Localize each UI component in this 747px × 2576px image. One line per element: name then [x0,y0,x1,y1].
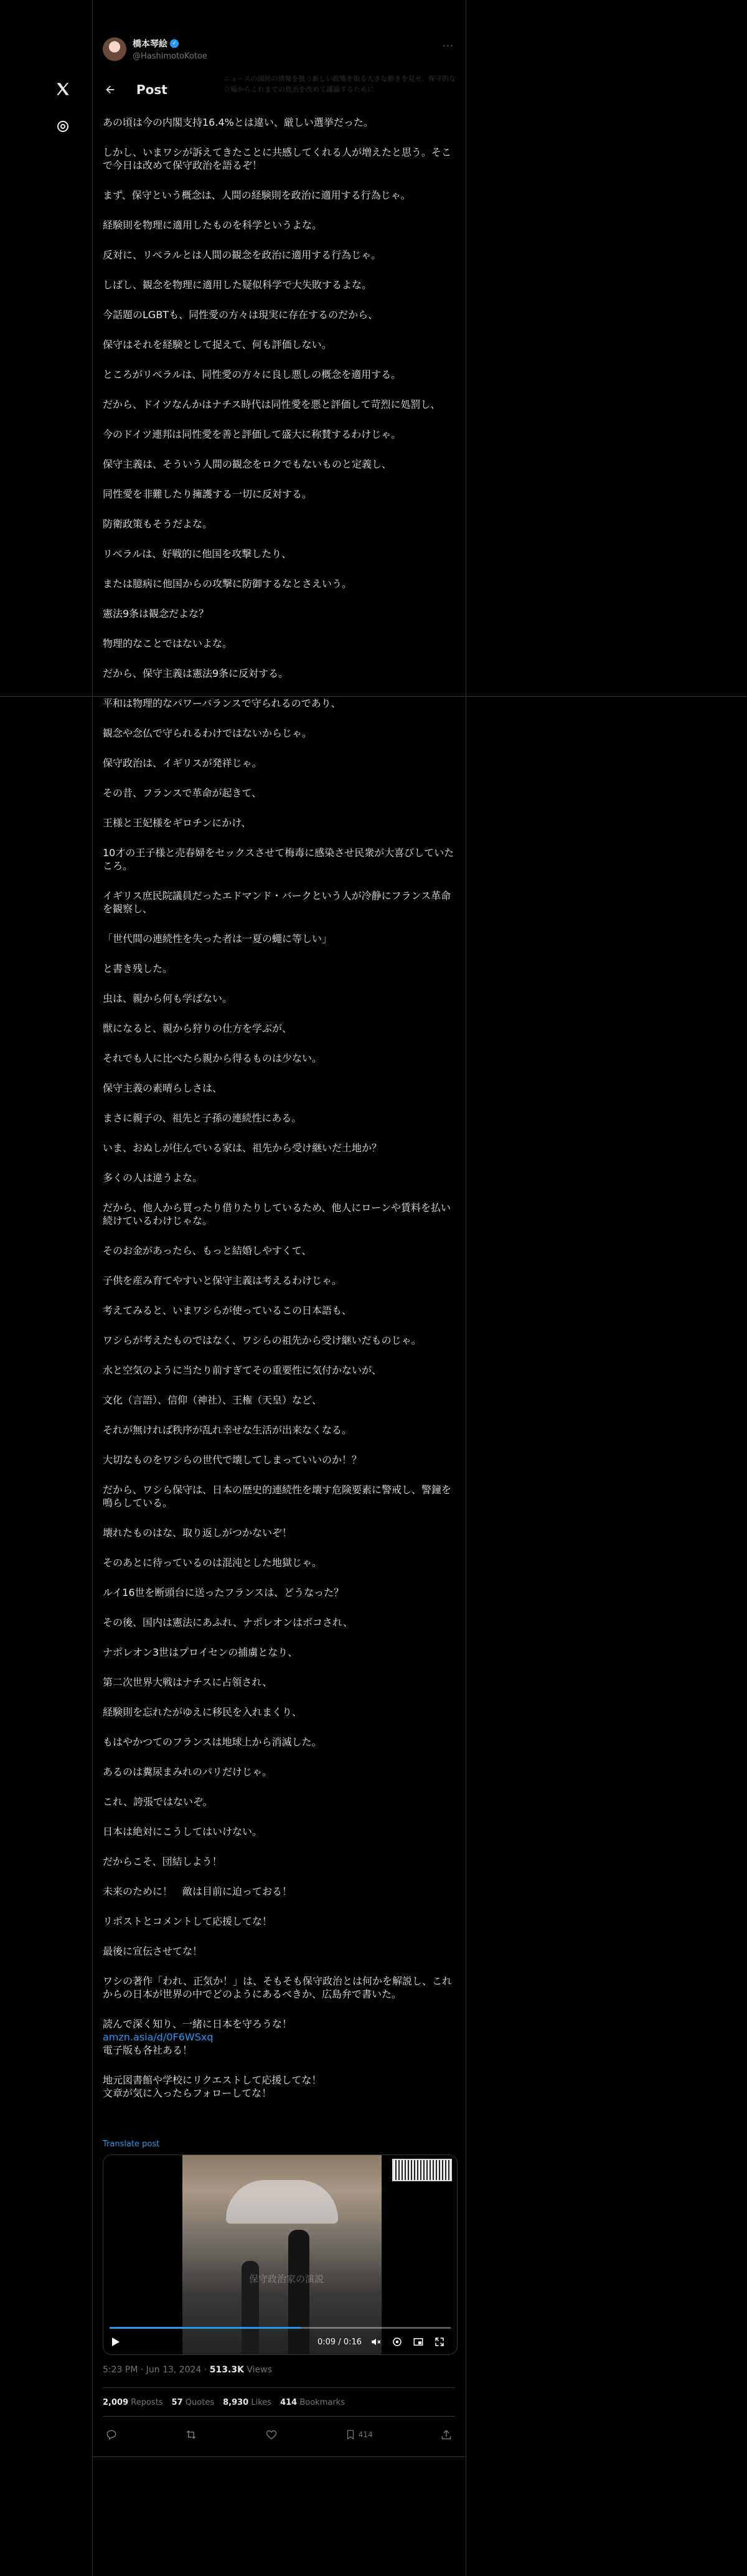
post-paragraph: 子供を産み育てやすいと保守主義は考えるわけじゃ。 [103,1275,342,1286]
post-paragraph: 観念や念仏で守られるわけではないからじゃ。 [103,727,312,739]
post-paragraph: リポストとコメントして応援してな！ [103,1915,273,1927]
qr-code-overlay [392,2159,452,2181]
author-name-row [133,37,207,50]
post-paragraph: だからこそ、団結しよう！ [103,1856,222,1867]
post-paragraph: 壊れたものはな、取り返しがつかないぞ！ [103,1527,293,1539]
post-paragraph: 物理的なことではないよな。 [103,638,233,649]
likes-label: Likes [251,2398,272,2407]
post-paragraph: その後、国内は憲法にあふれ、ナポレオンはボコされ、 [103,1616,353,1628]
avatar[interactable] [103,37,126,61]
verified-icon: ✓ [170,39,179,48]
post-paragraph: 同性愛を非難したり擁護する一切に反対する。 [103,488,312,500]
share-button[interactable] [438,2428,455,2441]
post-body [103,116,458,2100]
post-paragraph: と書き残した。 [103,963,173,974]
video-player[interactable] [103,2154,458,2355]
post-paragraph: 虫は、親から何も学ばない。 [103,993,233,1004]
video-controls [103,2327,457,2354]
left-sidebar [0,0,93,2576]
post-paragraph: ワシらが考えたものではなく、ワシらの祖先から受け継いだものじゃ。 [103,1334,421,1346]
post-paragraph: 王様と王妃様をギロチンにかけ、 [103,817,251,829]
video-frame [182,2155,382,2354]
post-paragraph: ルイ16世を断頭台に送ったフランスは、どうなった？ [103,1587,344,1598]
view-count: 513.3K [209,2365,244,2375]
post-paragraph: もはやかつてのフランスは地球上から消滅した。 [103,1736,322,1748]
bookmark-count: 414 [358,2430,373,2439]
post-paragraph: そのあとに待っているのは混沌とした地獄じゃ。 [103,1557,322,1569]
post-paragraph: 第二次世界大戦はナチスに占領され、 [103,1676,273,1688]
x-logo-icon[interactable] [52,78,73,100]
post-paragraph: 「世代間の連続性を失った者は一夏の蠅に等しい」 [103,933,332,945]
translate-post-link[interactable]: Translate post [103,2140,160,2149]
views-label: Views [243,2365,272,2375]
post-paragraph: そのお金があったら、もっと結婚しやすくて、 [103,1245,312,1257]
post-stats [103,2398,345,2407]
post-paragraph: あの頃は今の内閣支持16.4%とは違い、厳しい選挙だった。 [103,116,374,128]
post-paragraph: 保守主義の素晴らしさは、 [103,1082,223,1094]
likes-count: 8,930 [223,2398,249,2407]
post-paragraph: 10才の王子様と売春婦をセックスさせて梅毒に感染させ民衆が大喜びしていたころ。 [103,847,454,872]
post-paragraph: だから、ワシら保守は、日本の歴史的連続性を壊す危険要素に警戒し、警鐘を鳴らしている。 [103,1484,452,1509]
promo-line: 地元図書館や学校にリクエストして応援してな！ [103,2074,322,2086]
fullscreen-icon[interactable] [433,2336,446,2348]
post-paragraph: その昔、フランスで革命が起きて、 [103,787,262,799]
divider [103,2416,455,2417]
post-paragraph: または臆病に他国からの攻撃に防御するなとさえいう。 [103,578,352,590]
action-bar [103,2425,455,2444]
post-paragraph: 考えてみると、いまワシらが使っているこの日本語も、 [103,1305,352,1316]
post-paragraph: 文化（言語）、信仰（神社）、王権（天皇）など、 [103,1394,322,1406]
post-paragraph: 経験則を物理に適用したものを科学というよな。 [103,219,322,231]
post-paragraph: 経験則を忘れたがゆえに移民を入れまくり、 [103,1706,303,1718]
post-paragraph: これ、誇張ではないぞ。 [103,1796,213,1808]
quotes-stat[interactable] [172,2398,215,2407]
play-icon[interactable] [110,2336,122,2348]
post-paragraph: 今話題のLGBTも、同性愛の方々は現実に存在するのだから、 [103,309,378,321]
post-paragraph: あるのは糞尿まみれのパリだけじゃ。 [103,1766,273,1778]
post-paragraph: 最後に宣伝させてな！ [103,1945,203,1957]
author-name[interactable]: 橋本琴絵 [133,39,167,49]
quotes-count: 57 [171,2398,183,2407]
volume-icon[interactable] [370,2336,382,2348]
author-handle[interactable]: @HashimotoKotoe [133,52,207,61]
post-paragraph: 日本は絶対にこうしてはいけない。 [103,1826,263,1838]
post-paragraph: 反対に、リベラルとは人間の観念を政治に適用する行為じゃ。 [103,249,382,261]
post-paragraph: 大切なものをワシらの世代で壊してしまっていいのか！？ [103,1454,362,1466]
umbrella-shape [226,2180,338,2224]
back-arrow-icon[interactable] [103,82,118,97]
post-paragraph: だから、保守主義は憲法9条に反対する。 [103,668,289,679]
promo-line: 電子版も各社ある！ [103,2044,193,2056]
post-paragraph: ワシの著作「われ、正気か！」は、そもそも保守政治とは何かを解説し、これからの日本が世界の中でどのようにあるべきか、広島弁で書いた。 [103,1975,452,2000]
right-sidebar [466,0,747,2576]
post-paragraph: 保守はそれを経験として捉えて、何も評価しない。 [103,339,332,351]
video-progress-bar[interactable] [110,2327,451,2329]
reposts-label: Reposts [131,2398,163,2407]
post-paragraph: 防衛政策もそうだよな。 [103,518,213,530]
post-paragraph: 獣になると、親から狩りの仕方を学ぶが、 [103,1022,293,1034]
post-column [93,0,465,2457]
post-header [93,76,465,103]
settings-icon[interactable] [52,116,73,137]
repost-icon [185,2428,197,2441]
post-meta [103,2365,272,2375]
post-paragraph: それでも人に比べたら親から得るものは少ない。 [103,1052,322,1064]
post-paragraph: リベラルは、好戦的に他国を攻撃したり、 [103,548,292,560]
reposts-stat[interactable] [103,2398,163,2407]
author-block[interactable] [103,37,207,61]
video-time: 0:09 / 0:16 [317,2338,362,2347]
bookmarks-label: Bookmarks [299,2398,345,2407]
background-ghost-text: ニュースの国民の情報を扱う新しい政策を取る大きな動きを見せ、保守的な立場からこれまでの政治を改めて議論するために [223,75,456,93]
post-paragraph: まず、保守という概念は、人間の経験則を政治に適用する行為じゃ。 [103,189,411,201]
promo-link[interactable]: amzn.asia/d/0F6WSxq [103,2031,214,2043]
post-paragraph: しかし、いまワシが訴えてきたことに共感してくれる人が増えたと思う。そこで今日は改めて保守政治を語るぞ！ [103,146,452,171]
post-paragraph: ナポレオン3世はプロイセンの捕虜となり、 [103,1646,298,1658]
bookmarks-stat[interactable] [280,2398,345,2407]
likes-stat[interactable] [223,2398,271,2407]
post-paragraph: 未来のために！ 敵は目前に迫っておる！ [103,1885,293,1897]
video-progress-fill [110,2327,301,2329]
post-paragraph: しばし、観念を物理に適用した疑似科学で大失敗するよな。 [103,279,372,291]
post-timestamp[interactable]: 5:23 PM · Jun 13, 2024 · [103,2365,210,2375]
post-paragraph: 憲法9条は観念だよな？ [103,608,209,620]
bookmark-button[interactable] [342,2428,375,2441]
post-paragraph: まさに親子の、祖先と子孫の連続性にある。 [103,1112,302,1124]
quotes-label: Quotes [185,2398,215,2407]
post-paragraph: だから、ドイツなんかはナチス時代は同性愛を悪と評価して苛烈に処罰し、 [103,399,441,410]
post-paragraph: 多くの人は違うよな。 [103,1172,203,1184]
share-icon [440,2428,453,2441]
settings-icon[interactable] [391,2336,403,2348]
post-paragraph: 保守政治は、イギリスが発祥じゃ。 [103,757,262,769]
reply-button[interactable] [103,2428,120,2441]
post-paragraph: イギリス庶民院議員だったエドマンド・バークという人が冷静にフランス革命を観察し、 [103,890,451,915]
post-paragraph: だから、他人から買ったり借りたりしているため、他人にローンや賃料を払い続けているわけじゃな。 [103,1202,451,1227]
repost-button[interactable] [182,2428,200,2441]
post-paragraph: いま、おぬしが住んでいる家は、祖先から受け継いだ土地か？ [103,1142,382,1154]
post-paragraph: ところがリベラルは、同性愛の方々に良し悪しの概念を適用する。 [103,369,402,380]
reposts-count: 2,009 [103,2398,129,2407]
pip-icon[interactable] [412,2336,425,2348]
post-paragraph: 水と空気のように当たり前すぎてその重要性に気付かないが、 [103,1364,382,1376]
promo-line: 読んで深く知り、一緒に日本を守ろうな！ [103,2018,293,2030]
bookmarks-count: 414 [280,2398,298,2407]
divider [103,2387,455,2388]
video-caption: 保守政治家の演説 [248,2273,324,2285]
post-paragraph: 今のドイツ連邦は同性愛を善と評価して盛大に称賛するわけじゃ。 [103,428,402,440]
bookmark-icon [345,2428,356,2441]
post-paragraph: それが無ければ秩序が乱れ幸せな生活が出来なくなる。 [103,1424,352,1436]
page-title: Post [136,82,167,97]
post-paragraph: 保守主義は、そういう人間の観念をロクでもないものと定義し、 [103,458,392,470]
more-icon[interactable]: ··· [442,40,454,52]
like-button[interactable] [263,2428,280,2441]
like-icon [265,2428,278,2441]
promo-line: 文章が気に入ったらフォローしてな！ [103,2087,272,2099]
reply-icon [105,2428,118,2441]
post-paragraph: 平和は物理的なパワーバランスで守られるのであり、 [103,697,341,709]
